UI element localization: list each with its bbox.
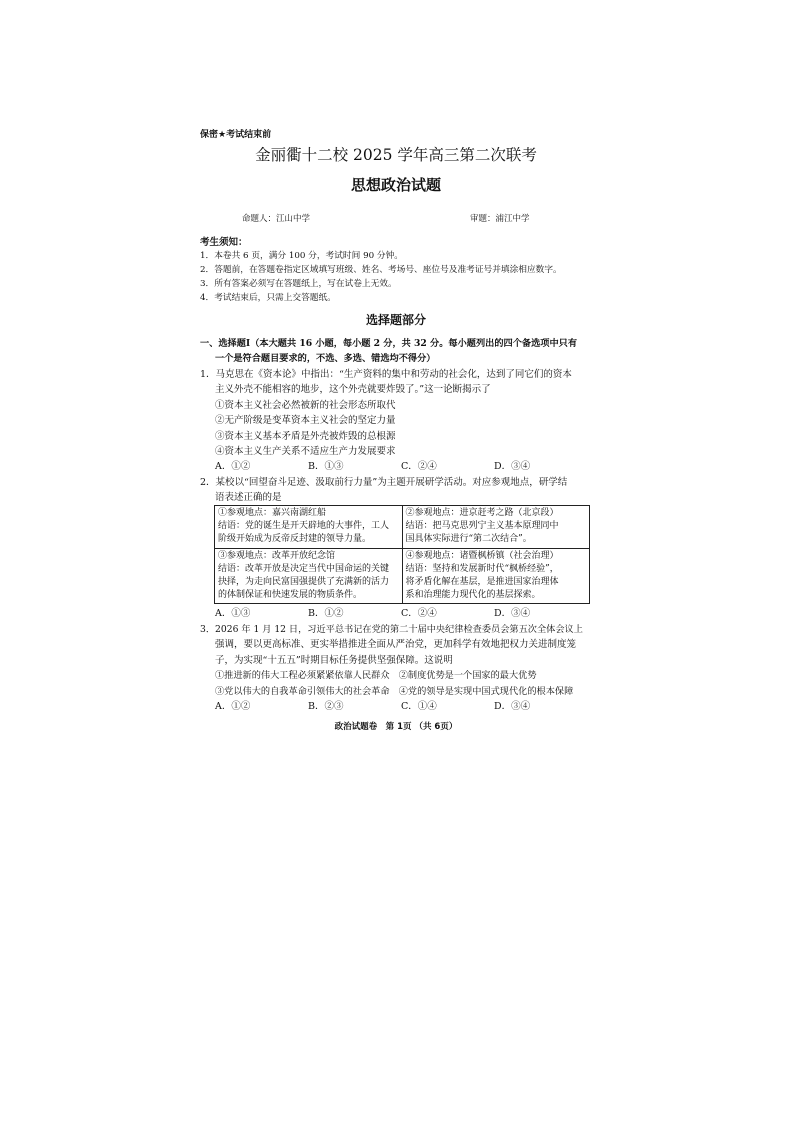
q2-table: [214, 505, 590, 604]
option-a: A．①②: [215, 461, 251, 472]
q1-options: [215, 459, 587, 475]
q1-item: ④资本主义生产关系不适应生产力发展要求: [215, 446, 396, 457]
q3-stem: 3．2026 年 1 月 12 日，习近平总书记在党的第二十届中央纪律检查委员会第五次全体会议上: [200, 624, 583, 635]
option-a: A．①②: [215, 701, 251, 712]
option-b: B．①②: [308, 608, 344, 619]
option-b: B．①③: [308, 461, 344, 472]
q3-stem-cont: 强调，要以更高标准、更实举措推进全面从严治党，更加科学有效地把权力关进制度笼: [215, 639, 577, 650]
option-a: A．①③: [215, 608, 251, 619]
q2-stem: 2．某校以“回望奋斗足迹、汲取前行力量”为主题开展研学活动。对应参观地点，研学结: [200, 477, 568, 488]
q3-items: ③党以伟大的自我革命引领伟大的社会革命 ④党的领导是实现中国式现代化的根本保障: [215, 686, 574, 697]
option-d: D．③④: [494, 608, 531, 619]
reviewer-label: 审题：浦江中学: [470, 214, 530, 224]
option-b: B．②③: [308, 701, 344, 712]
q1-item: ①资本主义社会必然被新的社会形态所取代: [215, 400, 396, 411]
subject-title: 思想政治试题: [350, 176, 441, 194]
section-title: 选择题部分: [365, 313, 426, 327]
q2-options: [215, 606, 587, 622]
q2-cell-1: ①参观地点：嘉兴南湖红船 结语：党的诞生是开天辟地的大事件，工人 阶级开始成为反帝反封建的领导力量。: [215, 506, 403, 549]
q1-stem-cont: 主义外壳不能相容的地步，这个外壳就要炸毁了。”这一论断揭示了: [215, 384, 491, 395]
notice-item: 1．本卷共 6 页，满分 100 分，考试时间 90 分钟。: [200, 251, 403, 261]
notice-item: 2．答题前，在答题卷指定区域填写班级、姓名、考场号、座位号及准考证号并填涂相应数字。: [200, 265, 562, 275]
notice-item: 4．考试结束后，只需上交答题纸。: [200, 293, 336, 303]
option-d: D．③④: [494, 701, 531, 712]
option-c: C．②④: [401, 461, 437, 472]
q2-cell-4: ④参观地点：诸暨枫桥镇（社会治理） 结语：坚持和发展新时代“枫桥经验”， 将矛盾化解在基层，是推进国家治理体 系和治理能力现代化的基层探索。: [402, 548, 590, 604]
q3-items: ①推进新的伟大工程必须紧紧依靠人民群众 ②制度优势是一个国家的最大优势: [215, 670, 537, 681]
q1-item: ②无产阶级是变革资本主义社会的坚定力量: [215, 415, 396, 426]
part-instruction: 一、选择题Ⅰ（本大题共 16 小题，每小题 2 分，共 32 分。每小题列出的四个备选项中只有: [200, 338, 578, 349]
q2-stem-cont: 语表述正确的是: [215, 492, 282, 503]
q2-cell-3: ③参观地点：改革开放纪念馆 结语：改革开放是决定当代中国命运的关键 抉择，为走向民富国强提供了充满新的活力 的体制保证和快速发展的物质条件。: [215, 548, 403, 604]
q3-options: [215, 699, 587, 715]
secret-mark: 保密★考试结束前: [200, 130, 272, 140]
exam-title: 金丽衢十二校 2025 学年高三第二次联考: [255, 146, 537, 164]
notice-heading: 考生须知：: [200, 237, 248, 248]
part-instruction-cont: 一个是符合题目要求的，不选、多选、错选均不得分）: [215, 353, 436, 364]
option-d: D．③④: [494, 461, 531, 472]
option-c: C．②④: [401, 608, 437, 619]
q2-cell-2: ②参观地点：进京赶考之路（北京段） 结语：把马克思列宁主义基本原理同中 国具体实际进行“第二次结合”。: [402, 506, 590, 549]
q3-stem-cont: 子，为实现“十五五”时期目标任务提供坚强保障。这说明: [215, 655, 453, 666]
setter-label: 命题人：江山中学: [242, 214, 311, 224]
option-c: C．①④: [401, 701, 437, 712]
q1-stem: 1．马克思在《资本论》中指出：“生产资料的集中和劳动的社会化，达到了同它们的资本: [200, 369, 572, 380]
q1-item: ③资本主义基本矛盾是外壳被炸毁的总根源: [215, 431, 396, 442]
page-footer: 政治试题卷 第 1页 （共 6页）: [334, 722, 458, 732]
notice-item: 3．所有答案必须写在答题纸上，写在试卷上无效。: [200, 279, 397, 289]
